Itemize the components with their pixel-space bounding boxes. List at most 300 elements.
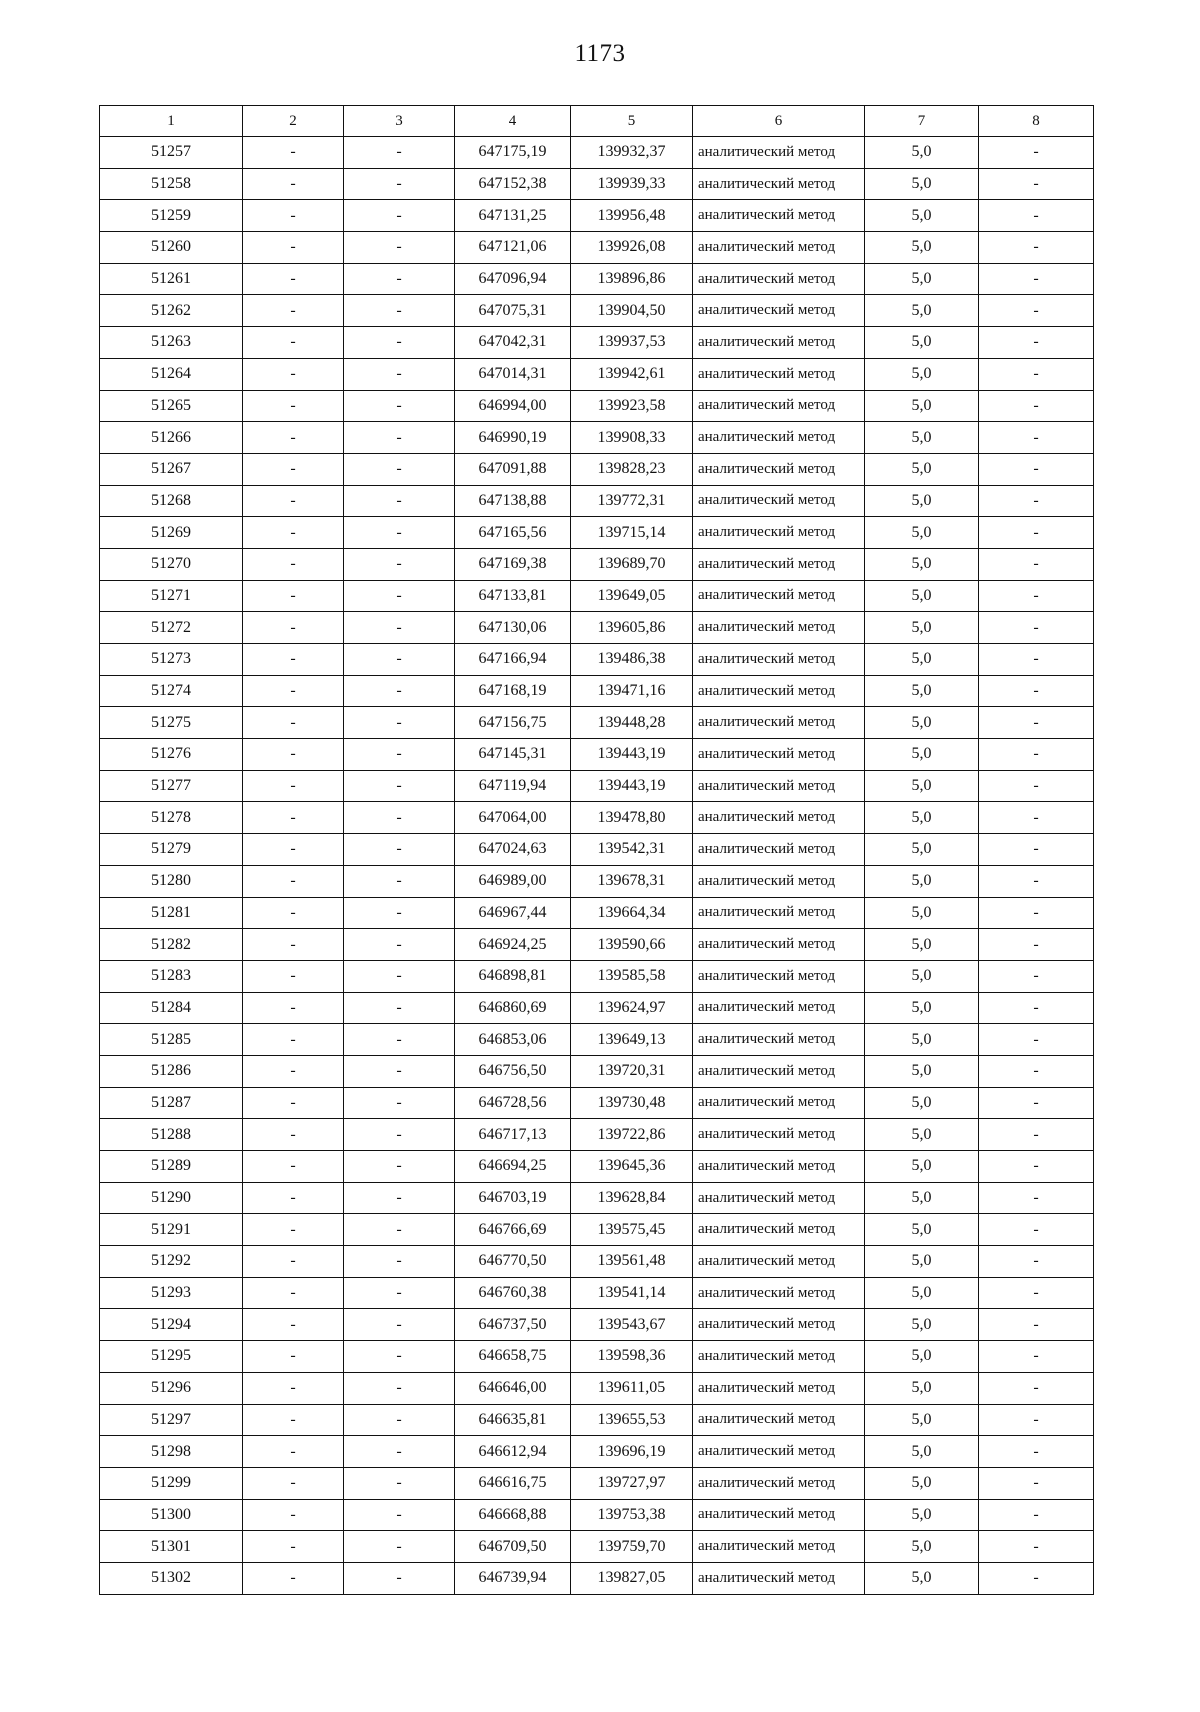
point-number-cell: 51271 bbox=[100, 580, 243, 612]
x-coordinate-cell: 646739,94 bbox=[455, 1562, 571, 1594]
point-number-cell: 51283 bbox=[100, 960, 243, 992]
col3-cell: - bbox=[344, 168, 455, 200]
accuracy-cell: 5,0 bbox=[865, 1562, 979, 1594]
col2-cell: - bbox=[243, 390, 344, 422]
column-header: 3 bbox=[344, 106, 455, 137]
col2-cell: - bbox=[243, 1277, 344, 1309]
method-cell: аналитический метод bbox=[693, 1372, 865, 1404]
col2-cell: - bbox=[243, 770, 344, 802]
col2-cell: - bbox=[243, 1214, 344, 1246]
y-coordinate-cell: 139561,48 bbox=[571, 1246, 693, 1278]
col8-cell: - bbox=[979, 1277, 1094, 1309]
col8-cell: - bbox=[979, 1436, 1094, 1468]
accuracy-cell: 5,0 bbox=[865, 390, 979, 422]
col2-cell: - bbox=[243, 897, 344, 929]
accuracy-cell: 5,0 bbox=[865, 1436, 979, 1468]
accuracy-cell: 5,0 bbox=[865, 1182, 979, 1214]
table-row bbox=[100, 1024, 1094, 1056]
point-number-cell: 51293 bbox=[100, 1277, 243, 1309]
point-number-cell: 51262 bbox=[100, 295, 243, 327]
y-coordinate-cell: 139628,84 bbox=[571, 1182, 693, 1214]
col3-cell: - bbox=[344, 232, 455, 264]
y-coordinate-cell: 139689,70 bbox=[571, 548, 693, 580]
col2-cell: - bbox=[243, 834, 344, 866]
method-cell: аналитический метод bbox=[693, 1055, 865, 1087]
col8-cell: - bbox=[979, 1309, 1094, 1341]
x-coordinate-cell: 646756,50 bbox=[455, 1055, 571, 1087]
accuracy-cell: 5,0 bbox=[865, 327, 979, 359]
x-coordinate-cell: 647175,19 bbox=[455, 137, 571, 169]
col8-cell: - bbox=[979, 295, 1094, 327]
y-coordinate-cell: 139696,19 bbox=[571, 1436, 693, 1468]
x-coordinate-cell: 647042,31 bbox=[455, 327, 571, 359]
col3-cell: - bbox=[344, 517, 455, 549]
table-row bbox=[100, 1499, 1094, 1531]
col3-cell: - bbox=[344, 897, 455, 929]
col8-cell: - bbox=[979, 1341, 1094, 1373]
point-number-cell: 51274 bbox=[100, 675, 243, 707]
col8-cell: - bbox=[979, 960, 1094, 992]
table-row bbox=[100, 1087, 1094, 1119]
method-cell: аналитический метод bbox=[693, 834, 865, 866]
y-coordinate-cell: 139541,14 bbox=[571, 1277, 693, 1309]
method-cell: аналитический метод bbox=[693, 675, 865, 707]
y-coordinate-cell: 139649,13 bbox=[571, 1024, 693, 1056]
point-number-cell: 51280 bbox=[100, 865, 243, 897]
table-row bbox=[100, 200, 1094, 232]
point-number-cell: 51282 bbox=[100, 929, 243, 961]
accuracy-cell: 5,0 bbox=[865, 644, 979, 676]
col8-cell: - bbox=[979, 992, 1094, 1024]
col8-cell: - bbox=[979, 739, 1094, 771]
col8-cell: - bbox=[979, 1499, 1094, 1531]
point-number-cell: 51292 bbox=[100, 1246, 243, 1278]
point-number-cell: 51288 bbox=[100, 1119, 243, 1151]
col2-cell: - bbox=[243, 1087, 344, 1119]
table-row bbox=[100, 1372, 1094, 1404]
col8-cell: - bbox=[979, 580, 1094, 612]
method-cell: аналитический метод bbox=[693, 1499, 865, 1531]
accuracy-cell: 5,0 bbox=[865, 232, 979, 264]
method-cell: аналитический метод bbox=[693, 168, 865, 200]
col8-cell: - bbox=[979, 485, 1094, 517]
point-number-cell: 51302 bbox=[100, 1562, 243, 1594]
col8-cell: - bbox=[979, 1246, 1094, 1278]
method-cell: аналитический метод bbox=[693, 453, 865, 485]
x-coordinate-cell: 646994,00 bbox=[455, 390, 571, 422]
col3-cell: - bbox=[344, 1467, 455, 1499]
table-row bbox=[100, 1531, 1094, 1563]
table-row bbox=[100, 802, 1094, 834]
table-row bbox=[100, 232, 1094, 264]
table-row bbox=[100, 1246, 1094, 1278]
col3-cell: - bbox=[344, 1341, 455, 1373]
col3-cell: - bbox=[344, 1214, 455, 1246]
y-coordinate-cell: 139486,38 bbox=[571, 644, 693, 676]
y-coordinate-cell: 139585,58 bbox=[571, 960, 693, 992]
accuracy-cell: 5,0 bbox=[865, 612, 979, 644]
col2-cell: - bbox=[243, 327, 344, 359]
col3-cell: - bbox=[344, 644, 455, 676]
table-row bbox=[100, 453, 1094, 485]
y-coordinate-cell: 139932,37 bbox=[571, 137, 693, 169]
col2-cell: - bbox=[243, 1055, 344, 1087]
y-coordinate-cell: 139678,31 bbox=[571, 865, 693, 897]
col2-cell: - bbox=[243, 1404, 344, 1436]
col3-cell: - bbox=[344, 960, 455, 992]
table-row bbox=[100, 1341, 1094, 1373]
x-coordinate-cell: 646766,69 bbox=[455, 1214, 571, 1246]
method-cell: аналитический метод bbox=[693, 263, 865, 295]
col3-cell: - bbox=[344, 1055, 455, 1087]
point-number-cell: 51298 bbox=[100, 1436, 243, 1468]
accuracy-cell: 5,0 bbox=[865, 137, 979, 169]
table-row bbox=[100, 675, 1094, 707]
table-row bbox=[100, 137, 1094, 169]
accuracy-cell: 5,0 bbox=[865, 1341, 979, 1373]
col2-cell: - bbox=[243, 929, 344, 961]
method-cell: аналитический метод bbox=[693, 929, 865, 961]
col2-cell: - bbox=[243, 485, 344, 517]
col2-cell: - bbox=[243, 358, 344, 390]
col2-cell: - bbox=[243, 1436, 344, 1468]
point-number-cell: 51289 bbox=[100, 1151, 243, 1183]
col2-cell: - bbox=[243, 1119, 344, 1151]
y-coordinate-cell: 139542,31 bbox=[571, 834, 693, 866]
col2-cell: - bbox=[243, 137, 344, 169]
accuracy-cell: 5,0 bbox=[865, 200, 979, 232]
x-coordinate-cell: 647014,31 bbox=[455, 358, 571, 390]
accuracy-cell: 5,0 bbox=[865, 1277, 979, 1309]
col3-cell: - bbox=[344, 1309, 455, 1341]
col8-cell: - bbox=[979, 358, 1094, 390]
accuracy-cell: 5,0 bbox=[865, 1404, 979, 1436]
column-header: 7 bbox=[865, 106, 979, 137]
accuracy-cell: 5,0 bbox=[865, 897, 979, 929]
method-cell: аналитический метод bbox=[693, 137, 865, 169]
y-coordinate-cell: 139611,05 bbox=[571, 1372, 693, 1404]
col2-cell: - bbox=[243, 1499, 344, 1531]
col2-cell: - bbox=[243, 1562, 344, 1594]
x-coordinate-cell: 647169,38 bbox=[455, 548, 571, 580]
col3-cell: - bbox=[344, 327, 455, 359]
col2-cell: - bbox=[243, 453, 344, 485]
col2-cell: - bbox=[243, 1151, 344, 1183]
accuracy-cell: 5,0 bbox=[865, 929, 979, 961]
col8-cell: - bbox=[979, 802, 1094, 834]
accuracy-cell: 5,0 bbox=[865, 453, 979, 485]
y-coordinate-cell: 139904,50 bbox=[571, 295, 693, 327]
point-number-cell: 51259 bbox=[100, 200, 243, 232]
col2-cell: - bbox=[243, 612, 344, 644]
x-coordinate-cell: 646694,25 bbox=[455, 1151, 571, 1183]
col2-cell: - bbox=[243, 802, 344, 834]
y-coordinate-cell: 139443,19 bbox=[571, 739, 693, 771]
col3-cell: - bbox=[344, 770, 455, 802]
x-coordinate-cell: 647168,19 bbox=[455, 675, 571, 707]
col2-cell: - bbox=[243, 1372, 344, 1404]
col8-cell: - bbox=[979, 453, 1094, 485]
accuracy-cell: 5,0 bbox=[865, 960, 979, 992]
accuracy-cell: 5,0 bbox=[865, 263, 979, 295]
table-row bbox=[100, 960, 1094, 992]
col2-cell: - bbox=[243, 422, 344, 454]
accuracy-cell: 5,0 bbox=[865, 834, 979, 866]
point-number-cell: 51294 bbox=[100, 1309, 243, 1341]
col3-cell: - bbox=[344, 1499, 455, 1531]
coordinates-table bbox=[99, 105, 1094, 1595]
table-row bbox=[100, 1055, 1094, 1087]
y-coordinate-cell: 139923,58 bbox=[571, 390, 693, 422]
y-coordinate-cell: 139448,28 bbox=[571, 707, 693, 739]
col2-cell: - bbox=[243, 992, 344, 1024]
accuracy-cell: 5,0 bbox=[865, 1214, 979, 1246]
accuracy-cell: 5,0 bbox=[865, 1309, 979, 1341]
table-row bbox=[100, 992, 1094, 1024]
col8-cell: - bbox=[979, 1214, 1094, 1246]
table-row bbox=[100, 929, 1094, 961]
y-coordinate-cell: 139727,97 bbox=[571, 1467, 693, 1499]
method-cell: аналитический метод bbox=[693, 1277, 865, 1309]
y-coordinate-cell: 139772,31 bbox=[571, 485, 693, 517]
column-header: 4 bbox=[455, 106, 571, 137]
accuracy-cell: 5,0 bbox=[865, 168, 979, 200]
method-cell: аналитический метод bbox=[693, 960, 865, 992]
col8-cell: - bbox=[979, 865, 1094, 897]
y-coordinate-cell: 139828,23 bbox=[571, 453, 693, 485]
x-coordinate-cell: 646635,81 bbox=[455, 1404, 571, 1436]
method-cell: аналитический метод bbox=[693, 802, 865, 834]
table-row bbox=[100, 263, 1094, 295]
accuracy-cell: 5,0 bbox=[865, 485, 979, 517]
col2-cell: - bbox=[243, 548, 344, 580]
table-row bbox=[100, 1436, 1094, 1468]
col3-cell: - bbox=[344, 358, 455, 390]
col8-cell: - bbox=[979, 1024, 1094, 1056]
x-coordinate-cell: 647131,25 bbox=[455, 200, 571, 232]
method-cell: аналитический метод bbox=[693, 1024, 865, 1056]
col3-cell: - bbox=[344, 992, 455, 1024]
col8-cell: - bbox=[979, 1531, 1094, 1563]
table-row bbox=[100, 1151, 1094, 1183]
x-coordinate-cell: 646760,38 bbox=[455, 1277, 571, 1309]
method-cell: аналитический метод bbox=[693, 865, 865, 897]
header-row bbox=[100, 106, 1094, 137]
x-coordinate-cell: 646770,50 bbox=[455, 1246, 571, 1278]
method-cell: аналитический метод bbox=[693, 992, 865, 1024]
col3-cell: - bbox=[344, 1372, 455, 1404]
point-number-cell: 51257 bbox=[100, 137, 243, 169]
method-cell: аналитический метод bbox=[693, 358, 865, 390]
point-number-cell: 51270 bbox=[100, 548, 243, 580]
point-number-cell: 51263 bbox=[100, 327, 243, 359]
method-cell: аналитический метод bbox=[693, 1436, 865, 1468]
col2-cell: - bbox=[243, 1246, 344, 1278]
x-coordinate-cell: 647138,88 bbox=[455, 485, 571, 517]
x-coordinate-cell: 646668,88 bbox=[455, 1499, 571, 1531]
column-header: 6 bbox=[693, 106, 865, 137]
table-row bbox=[100, 1214, 1094, 1246]
col3-cell: - bbox=[344, 1087, 455, 1119]
method-cell: аналитический метод bbox=[693, 485, 865, 517]
col8-cell: - bbox=[979, 517, 1094, 549]
method-cell: аналитический метод bbox=[693, 1119, 865, 1151]
col8-cell: - bbox=[979, 834, 1094, 866]
accuracy-cell: 5,0 bbox=[865, 707, 979, 739]
accuracy-cell: 5,0 bbox=[865, 580, 979, 612]
accuracy-cell: 5,0 bbox=[865, 865, 979, 897]
x-coordinate-cell: 647096,94 bbox=[455, 263, 571, 295]
y-coordinate-cell: 139730,48 bbox=[571, 1087, 693, 1119]
col3-cell: - bbox=[344, 707, 455, 739]
x-coordinate-cell: 647145,31 bbox=[455, 739, 571, 771]
x-coordinate-cell: 646990,19 bbox=[455, 422, 571, 454]
x-coordinate-cell: 647024,63 bbox=[455, 834, 571, 866]
col8-cell: - bbox=[979, 770, 1094, 802]
point-number-cell: 51301 bbox=[100, 1531, 243, 1563]
col2-cell: - bbox=[243, 1341, 344, 1373]
col3-cell: - bbox=[344, 1182, 455, 1214]
col3-cell: - bbox=[344, 390, 455, 422]
col8-cell: - bbox=[979, 168, 1094, 200]
col8-cell: - bbox=[979, 612, 1094, 644]
col3-cell: - bbox=[344, 295, 455, 327]
col8-cell: - bbox=[979, 1151, 1094, 1183]
method-cell: аналитический метод bbox=[693, 1182, 865, 1214]
point-number-cell: 51268 bbox=[100, 485, 243, 517]
point-number-cell: 51276 bbox=[100, 739, 243, 771]
col2-cell: - bbox=[243, 263, 344, 295]
method-cell: аналитический метод bbox=[693, 897, 865, 929]
point-number-cell: 51279 bbox=[100, 834, 243, 866]
col8-cell: - bbox=[979, 137, 1094, 169]
accuracy-cell: 5,0 bbox=[865, 358, 979, 390]
col2-cell: - bbox=[243, 1467, 344, 1499]
x-coordinate-cell: 647152,38 bbox=[455, 168, 571, 200]
point-number-cell: 51290 bbox=[100, 1182, 243, 1214]
method-cell: аналитический метод bbox=[693, 1309, 865, 1341]
col8-cell: - bbox=[979, 263, 1094, 295]
point-number-cell: 51267 bbox=[100, 453, 243, 485]
y-coordinate-cell: 139956,48 bbox=[571, 200, 693, 232]
method-cell: аналитический метод bbox=[693, 548, 865, 580]
x-coordinate-cell: 647064,00 bbox=[455, 802, 571, 834]
point-number-cell: 51269 bbox=[100, 517, 243, 549]
col8-cell: - bbox=[979, 707, 1094, 739]
table-row bbox=[100, 612, 1094, 644]
y-coordinate-cell: 139896,86 bbox=[571, 263, 693, 295]
point-number-cell: 51277 bbox=[100, 770, 243, 802]
point-number-cell: 51296 bbox=[100, 1372, 243, 1404]
method-cell: аналитический метод bbox=[693, 517, 865, 549]
y-coordinate-cell: 139720,31 bbox=[571, 1055, 693, 1087]
y-coordinate-cell: 139655,53 bbox=[571, 1404, 693, 1436]
table-row bbox=[100, 897, 1094, 929]
col2-cell: - bbox=[243, 517, 344, 549]
x-coordinate-cell: 646898,81 bbox=[455, 960, 571, 992]
accuracy-cell: 5,0 bbox=[865, 1246, 979, 1278]
method-cell: аналитический метод bbox=[693, 770, 865, 802]
col2-cell: - bbox=[243, 644, 344, 676]
col3-cell: - bbox=[344, 834, 455, 866]
y-coordinate-cell: 139664,34 bbox=[571, 897, 693, 929]
method-cell: аналитический метод bbox=[693, 295, 865, 327]
method-cell: аналитический метод bbox=[693, 1214, 865, 1246]
method-cell: аналитический метод bbox=[693, 612, 865, 644]
col3-cell: - bbox=[344, 485, 455, 517]
table-row bbox=[100, 707, 1094, 739]
point-number-cell: 51284 bbox=[100, 992, 243, 1024]
y-coordinate-cell: 139590,66 bbox=[571, 929, 693, 961]
col2-cell: - bbox=[243, 1182, 344, 1214]
col8-cell: - bbox=[979, 675, 1094, 707]
column-header: 1 bbox=[100, 106, 243, 137]
x-coordinate-cell: 646737,50 bbox=[455, 1309, 571, 1341]
accuracy-cell: 5,0 bbox=[865, 1531, 979, 1563]
table-row bbox=[100, 1277, 1094, 1309]
col8-cell: - bbox=[979, 390, 1094, 422]
method-cell: аналитический метод bbox=[693, 1246, 865, 1278]
table-row bbox=[100, 390, 1094, 422]
table-row bbox=[100, 548, 1094, 580]
method-cell: аналитический метод bbox=[693, 1341, 865, 1373]
point-number-cell: 51278 bbox=[100, 802, 243, 834]
x-coordinate-cell: 647166,94 bbox=[455, 644, 571, 676]
method-cell: аналитический метод bbox=[693, 1087, 865, 1119]
col3-cell: - bbox=[344, 739, 455, 771]
point-number-cell: 51295 bbox=[100, 1341, 243, 1373]
col3-cell: - bbox=[344, 675, 455, 707]
method-cell: аналитический метод bbox=[693, 422, 865, 454]
x-coordinate-cell: 646612,94 bbox=[455, 1436, 571, 1468]
table-row bbox=[100, 517, 1094, 549]
point-number-cell: 51286 bbox=[100, 1055, 243, 1087]
accuracy-cell: 5,0 bbox=[865, 1499, 979, 1531]
point-number-cell: 51291 bbox=[100, 1214, 243, 1246]
col3-cell: - bbox=[344, 580, 455, 612]
method-cell: аналитический метод bbox=[693, 1404, 865, 1436]
x-coordinate-cell: 646646,00 bbox=[455, 1372, 571, 1404]
point-number-cell: 51260 bbox=[100, 232, 243, 264]
table-row bbox=[100, 1182, 1094, 1214]
y-coordinate-cell: 139649,05 bbox=[571, 580, 693, 612]
col3-cell: - bbox=[344, 1404, 455, 1436]
point-number-cell: 51299 bbox=[100, 1467, 243, 1499]
table-row bbox=[100, 168, 1094, 200]
y-coordinate-cell: 139908,33 bbox=[571, 422, 693, 454]
col3-cell: - bbox=[344, 453, 455, 485]
accuracy-cell: 5,0 bbox=[865, 1119, 979, 1151]
x-coordinate-cell: 647091,88 bbox=[455, 453, 571, 485]
table-row bbox=[100, 358, 1094, 390]
point-number-cell: 51281 bbox=[100, 897, 243, 929]
col8-cell: - bbox=[979, 929, 1094, 961]
table-row bbox=[100, 1404, 1094, 1436]
x-coordinate-cell: 646658,75 bbox=[455, 1341, 571, 1373]
col2-cell: - bbox=[243, 1024, 344, 1056]
y-coordinate-cell: 139937,53 bbox=[571, 327, 693, 359]
point-number-cell: 51300 bbox=[100, 1499, 243, 1531]
table-row bbox=[100, 485, 1094, 517]
accuracy-cell: 5,0 bbox=[865, 675, 979, 707]
y-coordinate-cell: 139471,16 bbox=[571, 675, 693, 707]
col2-cell: - bbox=[243, 200, 344, 232]
method-cell: аналитический метод bbox=[693, 1467, 865, 1499]
col2-cell: - bbox=[243, 232, 344, 264]
col3-cell: - bbox=[344, 1277, 455, 1309]
table-row bbox=[100, 865, 1094, 897]
table-row bbox=[100, 1119, 1094, 1151]
